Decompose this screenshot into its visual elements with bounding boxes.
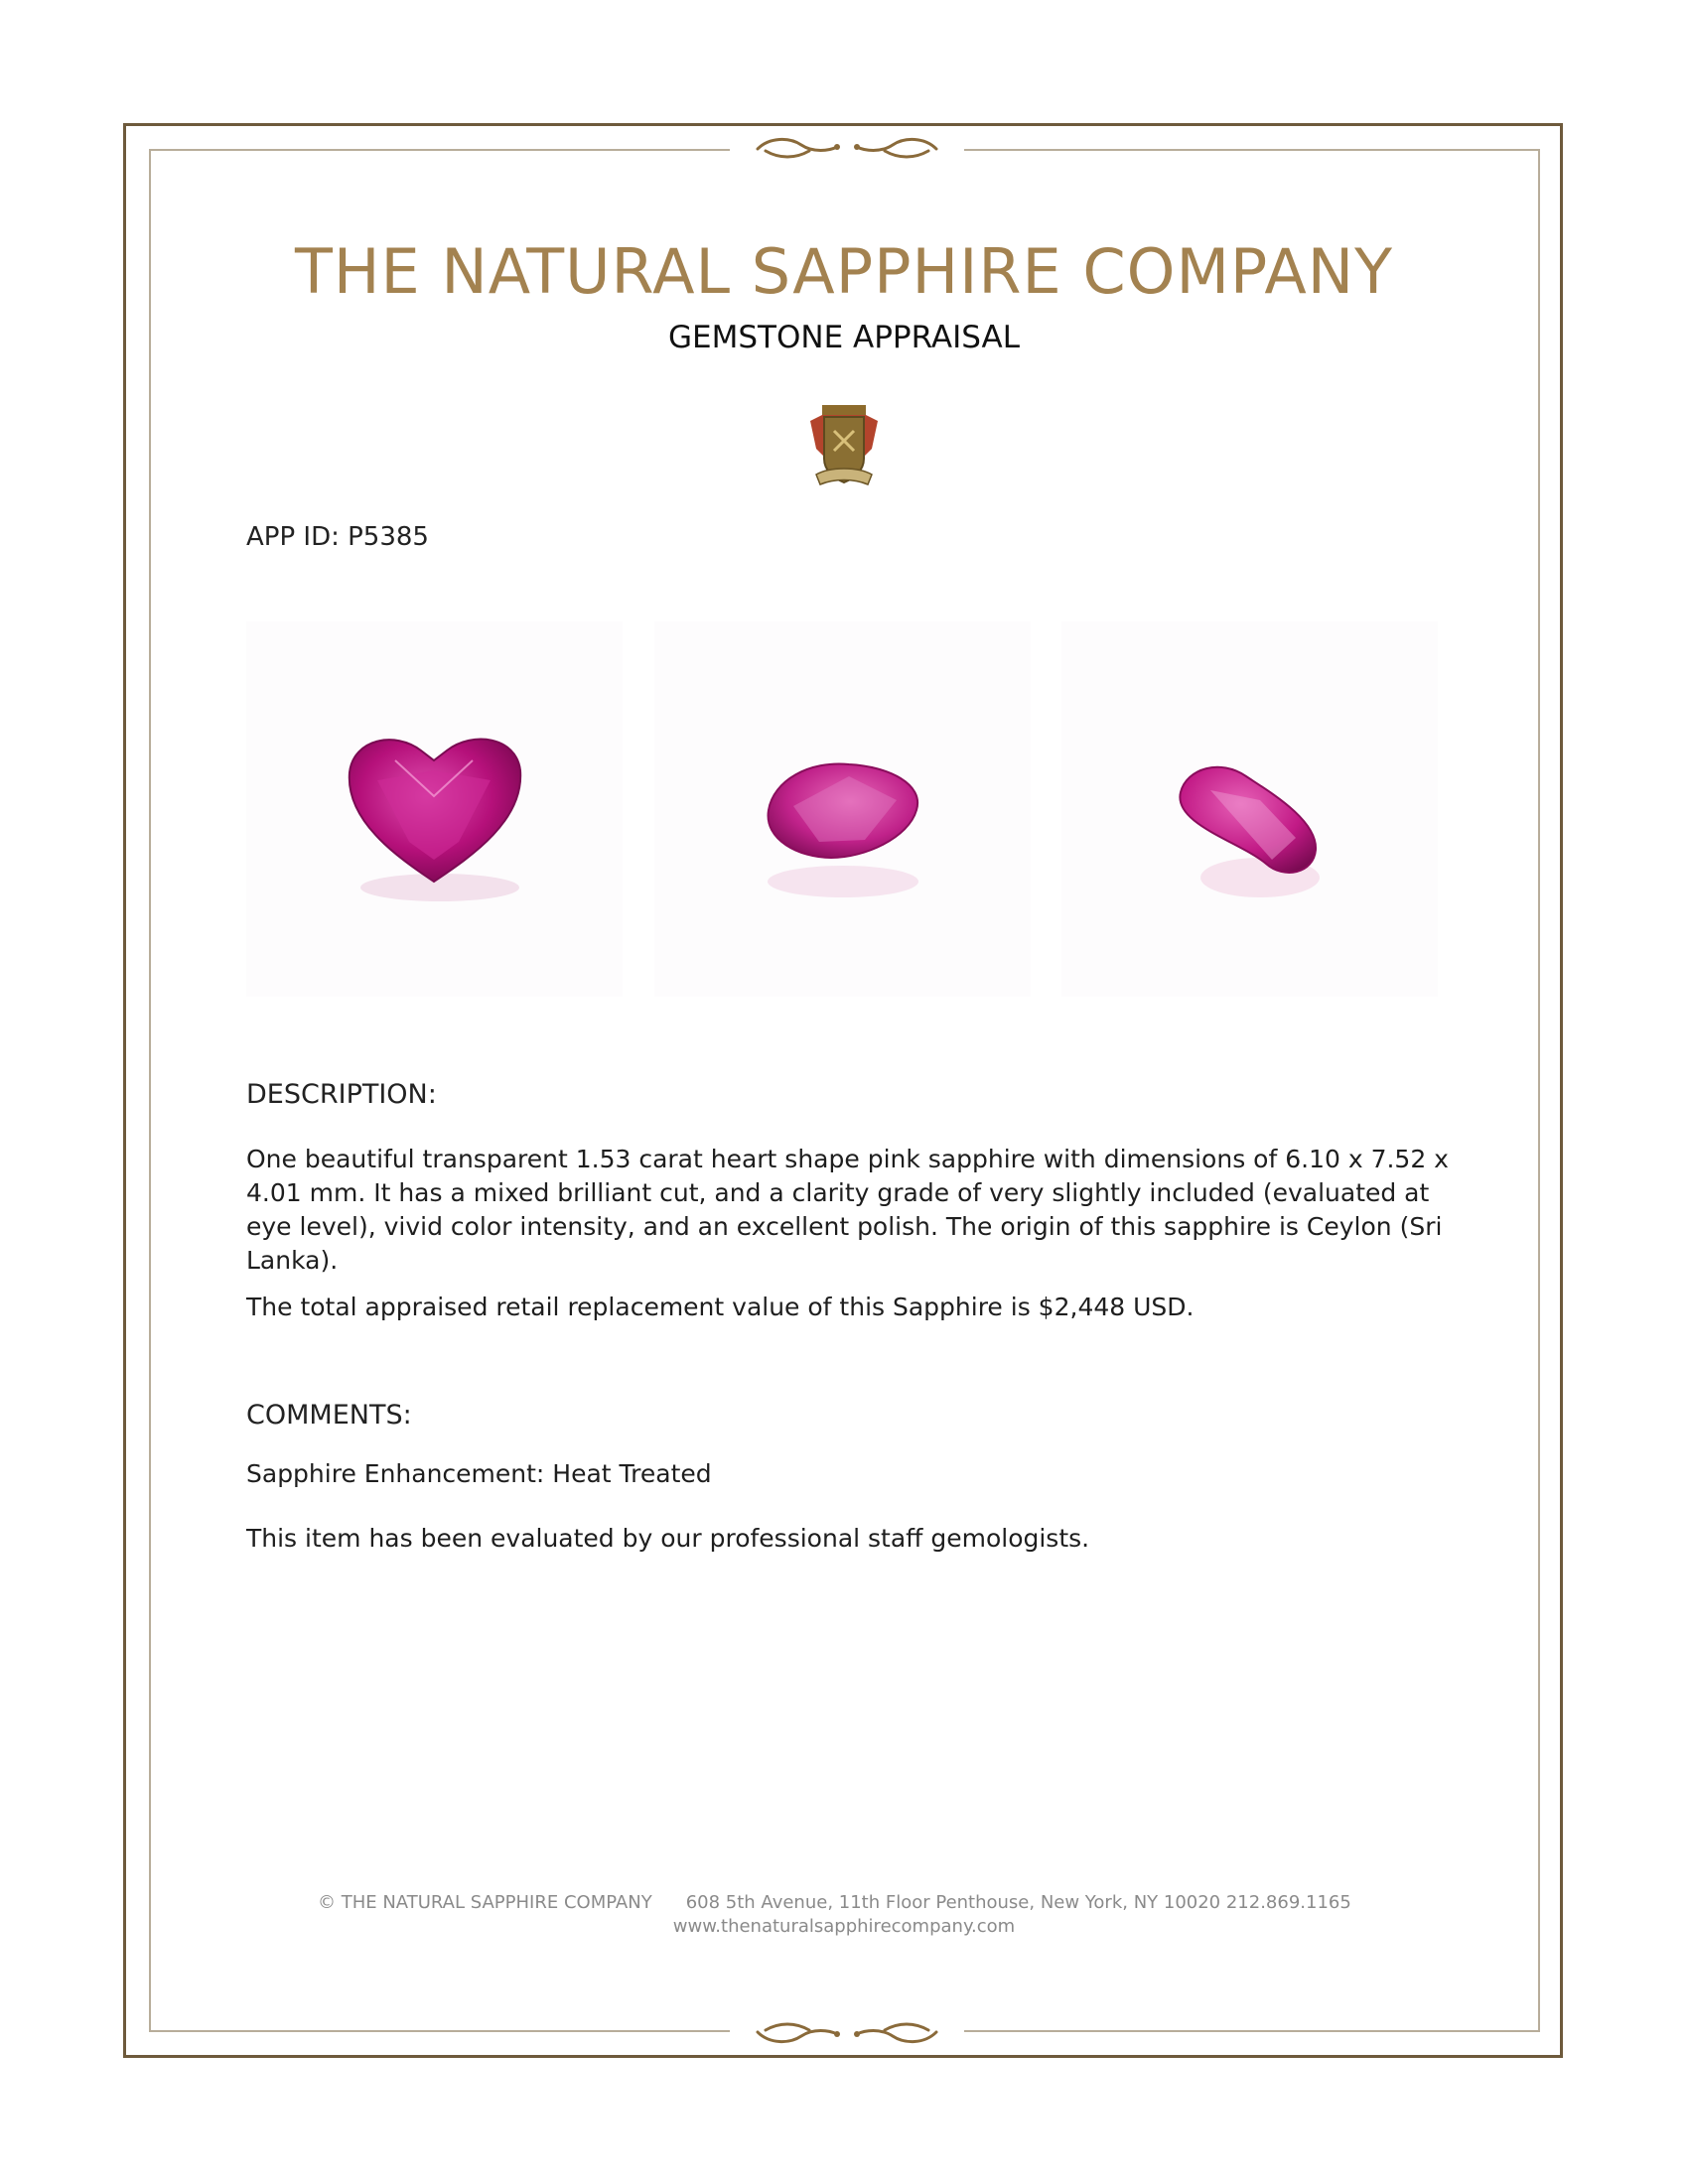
app-id-value: P5385 <box>348 522 429 552</box>
crest-logo-icon <box>802 401 886 494</box>
footer-copyright: © THE NATURAL SAPPHIRE COMPANY <box>318 1892 652 1913</box>
comments-heading: COMMENTS: <box>246 1400 412 1431</box>
footer-company-address <box>318 1892 1351 1913</box>
gem-photo-side-view <box>1061 621 1438 997</box>
company-name: THE NATURAL SAPPHIRE COMPANY <box>294 235 1394 308</box>
scroll-ornament-icon <box>730 129 964 169</box>
footer-website[interactable]: www.thenaturalsapphirecompany.com <box>672 1916 1016 1937</box>
appraised-value-statement: The total appraised retail replacement value of this Sapphire is $2,448 USD. <box>246 1293 1195 1321</box>
footer-address: 608 5th Avenue, 11th Floor Penthouse, New York, NY 10020 212.869.1165 <box>685 1892 1351 1913</box>
top-ornament <box>730 129 964 169</box>
app-id <box>246 522 429 552</box>
bottom-ornament <box>730 2012 964 2052</box>
document-title: GEMSTONE APPRAISAL <box>668 320 1020 355</box>
gem-photo-angled-view <box>654 621 1031 997</box>
app-id-label: APP ID: <box>246 522 340 552</box>
scroll-ornament-icon <box>730 2012 964 2052</box>
description-text: One beautiful transparent 1.53 carat heart shape pink sapphire with dimensions of 6.10 x 7.52 x 4.01 mm. It has a mixed brilliant cut, and a clarity grade of very slightly included (evaluated at eye level), vivid color intensity, and an excellent polish. The origin of this sapphire is Ceylon (Sri Lanka). <box>246 1145 1449 1275</box>
gem-photo-top-view <box>246 621 623 997</box>
evaluation-comment: This item has been evaluated by our professional staff gemologists. <box>246 1524 1090 1553</box>
description-heading: DESCRIPTION: <box>246 1079 437 1110</box>
enhancement-comment: Sapphire Enhancement: Heat Treated <box>246 1459 712 1488</box>
